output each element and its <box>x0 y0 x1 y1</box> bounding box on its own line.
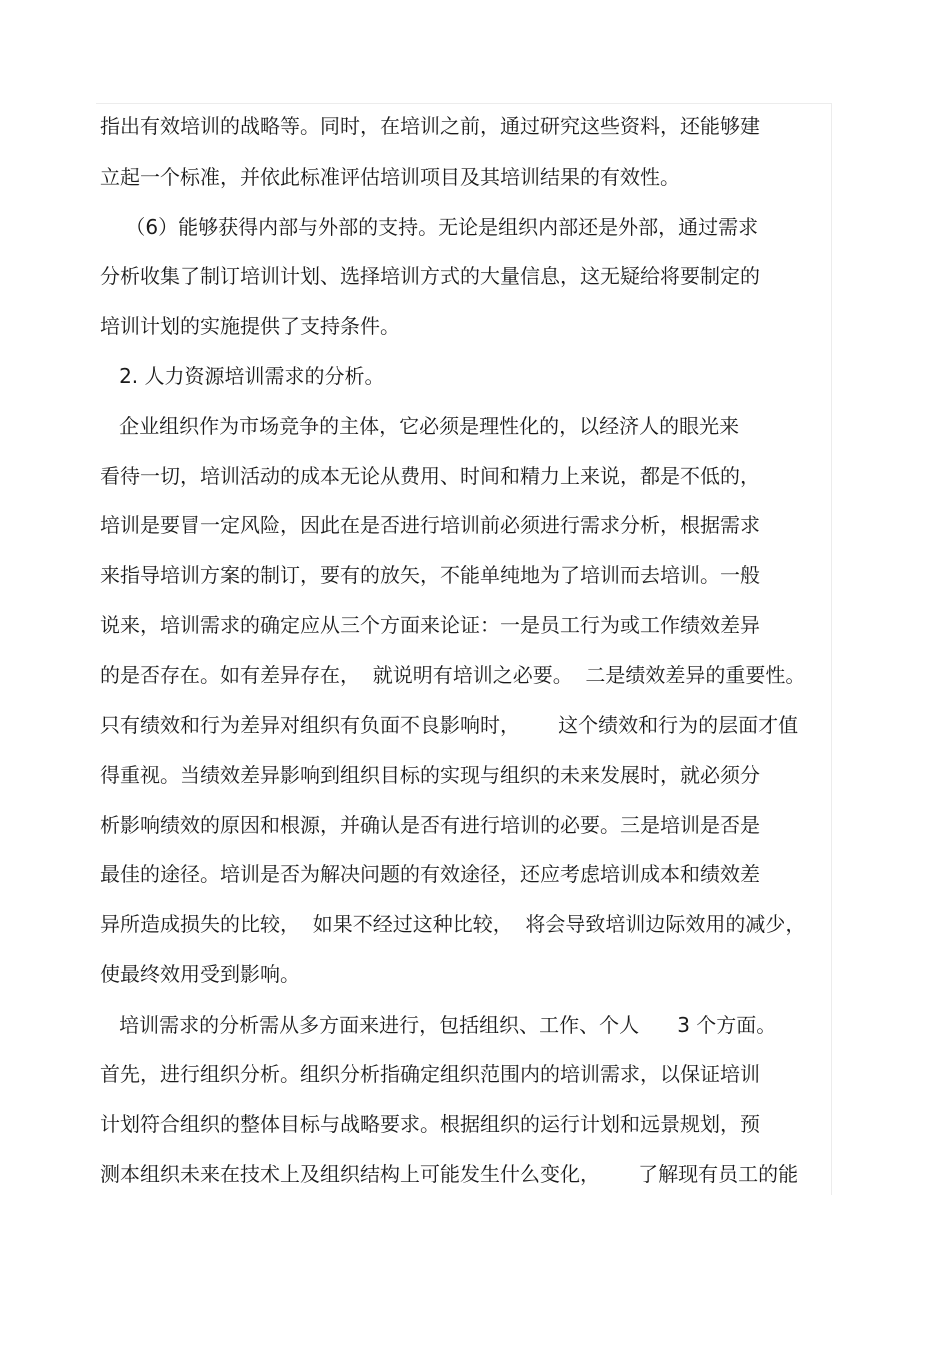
text-line: 来指导培训方案的制订，要有的放矢，不能单纯地为了培训而去培训。一般 <box>100 563 760 587</box>
text-line: 计划符合组织的整体目标与战略要求。根据组织的运行计划和远景规划，预 <box>100 1112 760 1136</box>
text-line: 培训需求的分析需从多方面来进行，包括组织、工作、个人 3 个方面。 <box>100 1013 777 1037</box>
text-line: 培训是要冒一定风险，因此在是否进行培训前必须进行需求分析，根据需求 <box>100 513 760 537</box>
text-line: 的是否存在。如有差异存在， 就说明有培训之必要。 二是绩效差异的重要性。 <box>100 663 806 687</box>
text-line: 析影响绩效的原因和根源，并确认是否有进行培训的必要。三是培训是否是 <box>100 813 760 837</box>
text-line: （6）能够获得内部与外部的支持。无论是组织内部还是外部，通过需求 <box>100 215 759 239</box>
text-line: 立起一个标准，并依此标准评估培训项目及其培训结果的有效性。 <box>100 165 680 189</box>
text-line: 指出有效培训的战略等。同时，在培训之前，通过研究这些资料，还能够建 <box>100 114 760 138</box>
text-line: 说来，培训需求的确定应从三个方面来论证：一是员工行为或工作绩效差异 <box>100 613 760 637</box>
text-line: 测本组织未来在技术上及组织结构上可能发生什么变化， 了解现有员工的能 <box>100 1162 799 1186</box>
text-line: 使最终效用受到影响。 <box>100 962 300 986</box>
text-line: 异所造成损失的比较， 如果不经过这种比较， 将会导致培训边际效用的减少， <box>100 912 806 936</box>
text-line: 2. 人力资源培训需求的分析。 <box>100 364 385 388</box>
text-line: 得重视。当绩效差异影响到组织目标的实现与组织的未来发展时，就必须分 <box>100 763 760 787</box>
text-line: 培训计划的实施提供了支持条件。 <box>100 314 400 338</box>
text-line: 企业组织作为市场竞争的主体，它必须是理性化的，以经济人的眼光来 <box>100 414 740 438</box>
text-line: 只有绩效和行为差异对组织有负面不良影响时， 这个绩效和行为的层面才值 <box>100 713 799 737</box>
text-line: 首先，进行组织分析。组织分析指确定组织范围内的培训需求，以保证培训 <box>100 1062 760 1086</box>
text-line: 分析收集了制订培训计划、选择培训方式的大量信息，这无疑给将要制定的 <box>100 264 760 288</box>
text-line: 看待一切，培训活动的成本无论从费用、时间和精力上来说，都是不低的， <box>100 464 760 488</box>
text-line: 最佳的途径。培训是否为解决问题的有效途径，还应考虑培训成本和绩效差 <box>100 862 760 886</box>
